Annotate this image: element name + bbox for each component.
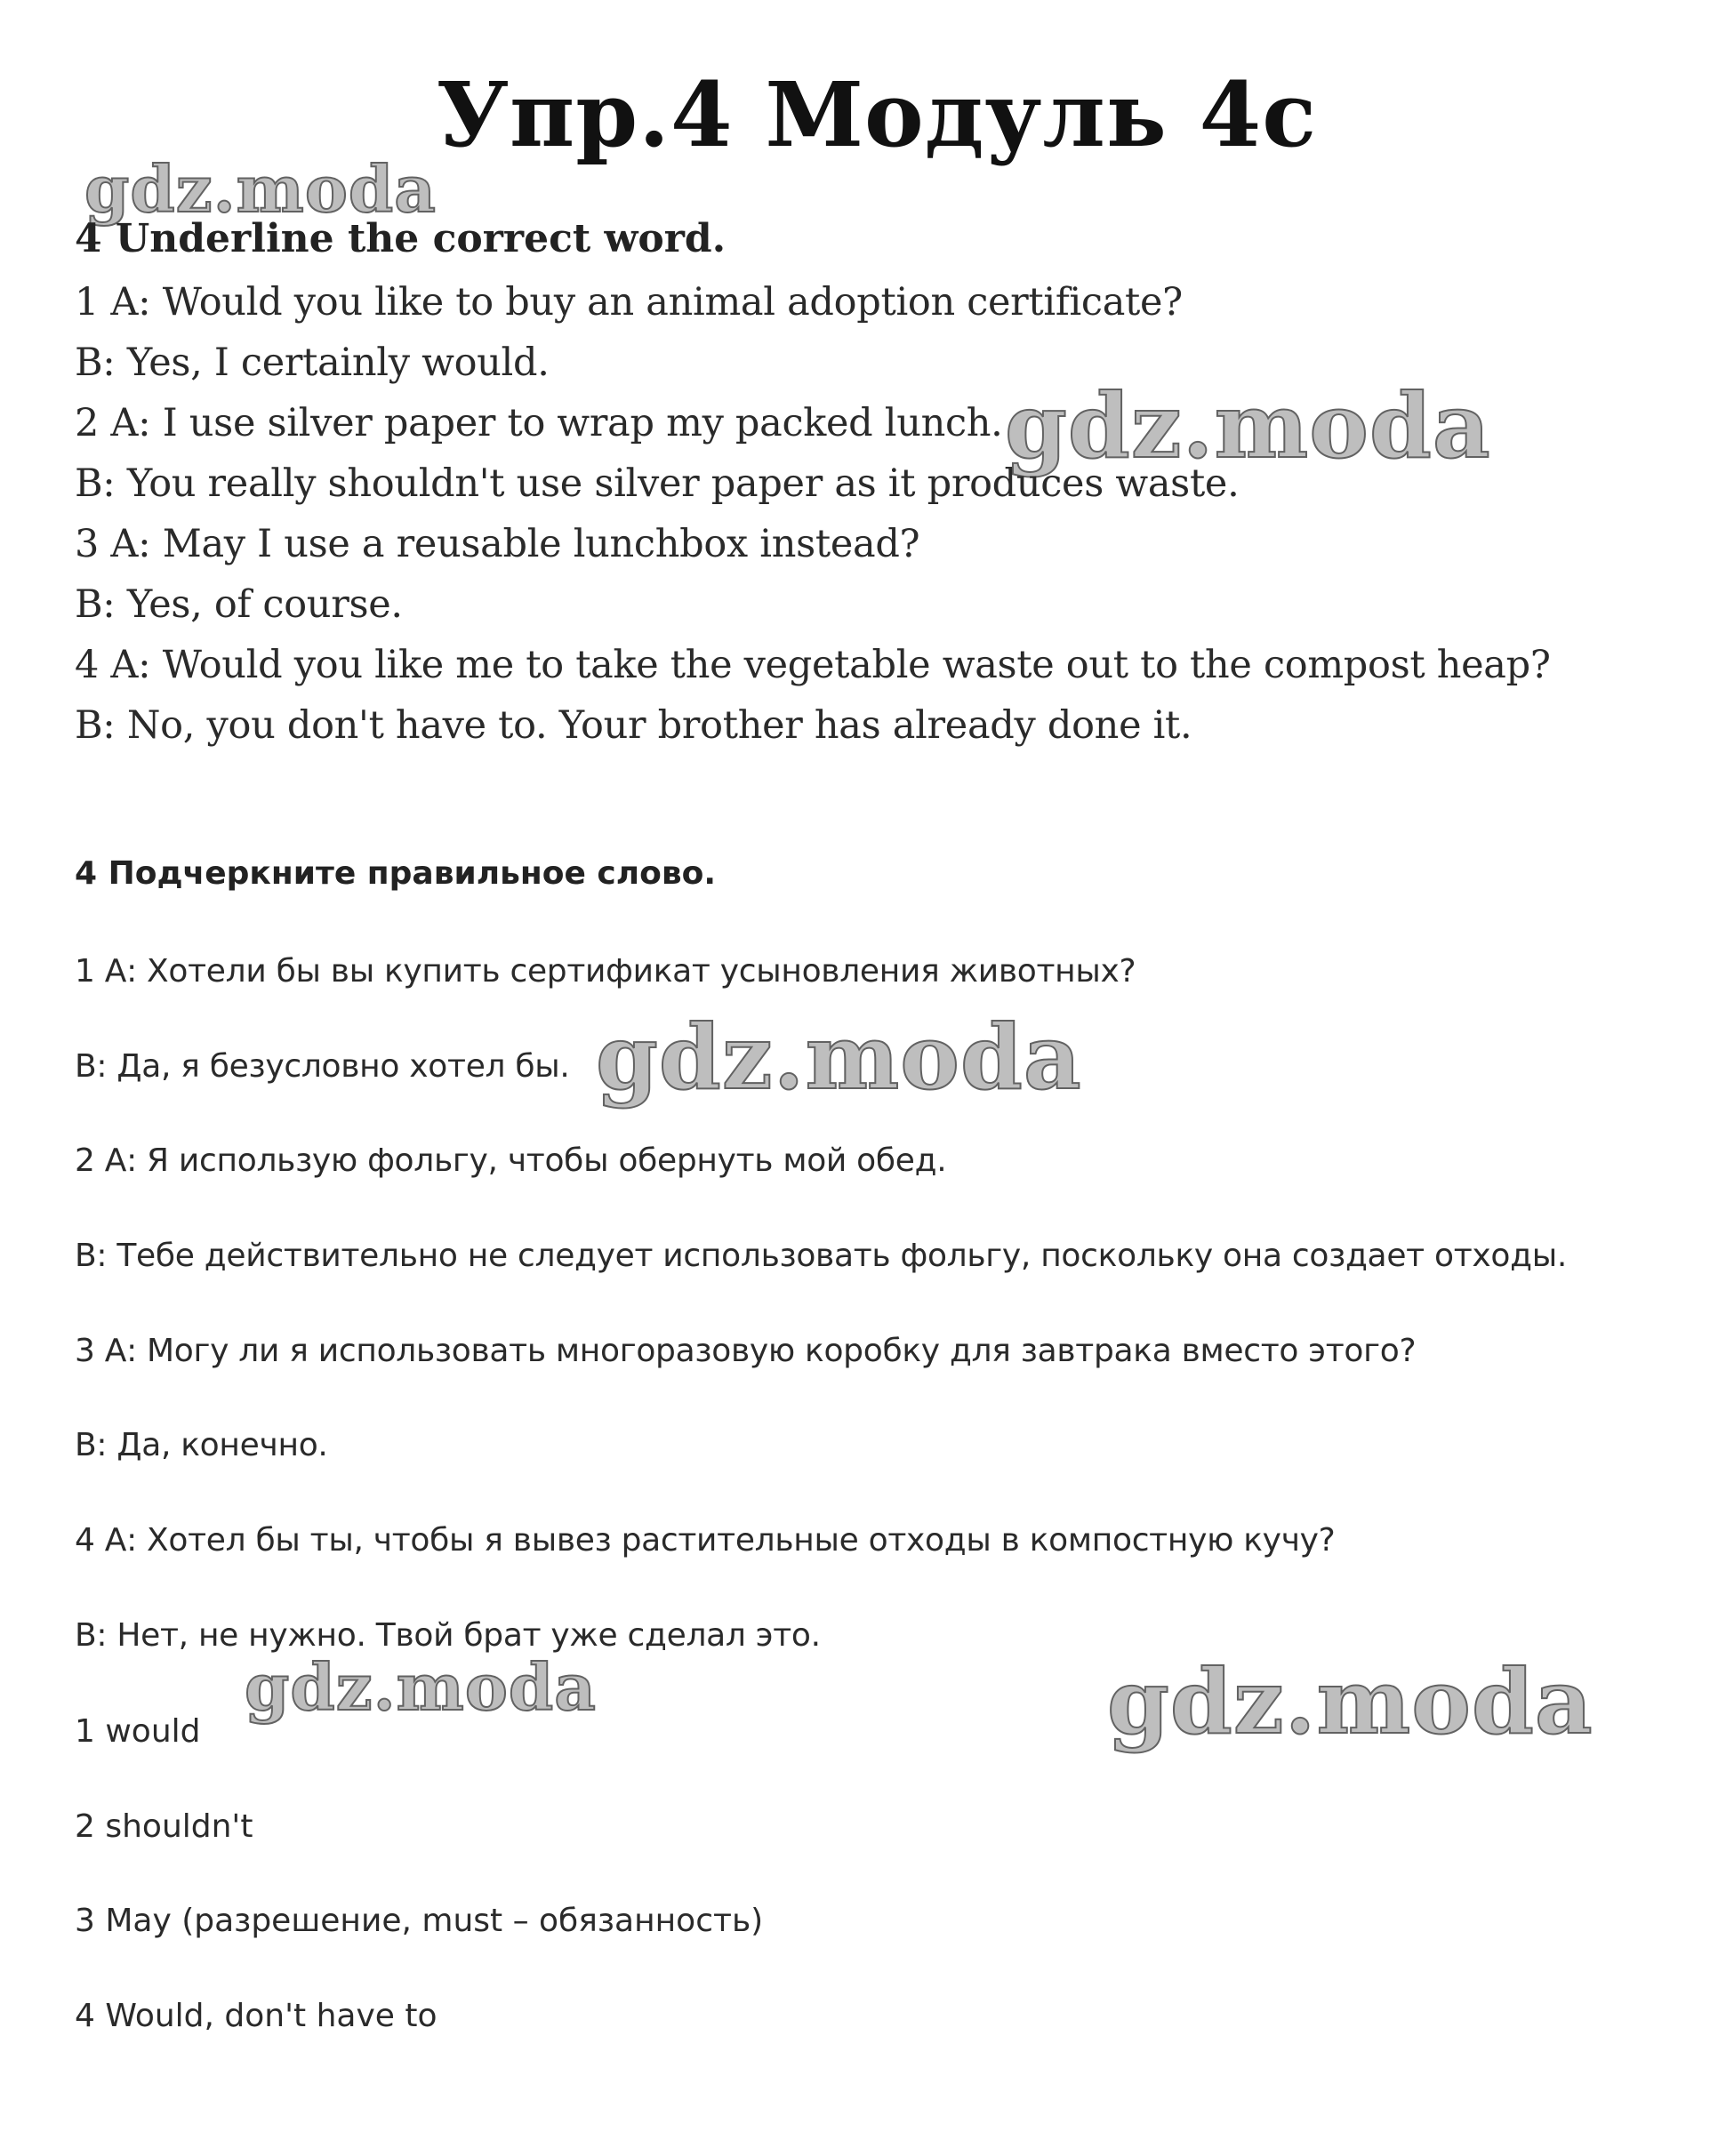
answer-item: 2 shouldn't bbox=[75, 1807, 253, 1845]
russian-dialogue bbox=[75, 945, 1567, 1704]
dialogue-line: B: You really shouldn't use silver paper as it produces waste. bbox=[75, 461, 1240, 506]
english-dialogue bbox=[75, 276, 1551, 759]
answer-list bbox=[75, 1705, 763, 2085]
dialogue-line: 4 A: Would you like me to take the vegetable waste out to the compost heap? bbox=[75, 643, 1551, 687]
translation-line: 4 А: Хотел бы ты, чтобы я вывез растительные отходы в компостную кучу? bbox=[75, 1522, 1336, 1559]
answer-item: 1 would bbox=[75, 1713, 201, 1750]
translation-line: В: Тебе действительно не следует использовать фольгу, поскольку она создает отходы. bbox=[75, 1238, 1567, 1275]
translation-line: В: Да, конечно. bbox=[75, 1427, 328, 1464]
dialogue-line: 2 A: I use silver paper to wrap my packed lunch. bbox=[75, 401, 1003, 445]
translation-line: В: Да, я безусловно хотел бы. bbox=[75, 1047, 570, 1085]
dialogue-line: B: No, you don't have to. Your brother has already done it. bbox=[75, 703, 1192, 748]
russian-task-heading: 4 Подчеркните правильное слово. bbox=[75, 855, 717, 892]
translation-line: 2 А: Я использую фольгу, чтобы обернуть мой обед. bbox=[75, 1142, 947, 1180]
answer-item: 4 Would, don't have to bbox=[75, 1998, 438, 2035]
dialogue-line: B: Yes, of course. bbox=[75, 582, 403, 627]
page-title: Упр.4 Модуль 4c bbox=[436, 62, 1318, 167]
dialogue-line: B: Yes, I certainly would. bbox=[75, 341, 550, 385]
dialogue-line: 1 A: Would you like to buy an animal adoption certificate? bbox=[75, 280, 1183, 325]
watermark-logo: gdz.moda bbox=[245, 1649, 597, 1725]
answer-item: 3 May (разрешение, must – обязанность) bbox=[75, 1903, 764, 1940]
watermark-logo: gdz.moda bbox=[596, 1005, 1082, 1110]
watermark-logo: gdz.moda bbox=[1107, 1649, 1594, 1754]
translation-line: 1 А: Хотели бы вы купить сертификат усыновления животных? bbox=[75, 953, 1136, 990]
watermark-logo: gdz.moda bbox=[1005, 373, 1491, 478]
translation-line: 3 А: Могу ли я использовать многоразовую коробку для завтрака вместо этого? bbox=[75, 1332, 1417, 1369]
dialogue-line: 3 A: May I use a reusable lunchbox instead? bbox=[75, 522, 920, 566]
english-task-heading: 4 Underline the correct word. bbox=[75, 216, 727, 261]
translation-line: В: Нет, не нужно. Твой брат уже сделал это. bbox=[75, 1616, 821, 1654]
watermark-logo: gdz.moda bbox=[84, 151, 437, 227]
